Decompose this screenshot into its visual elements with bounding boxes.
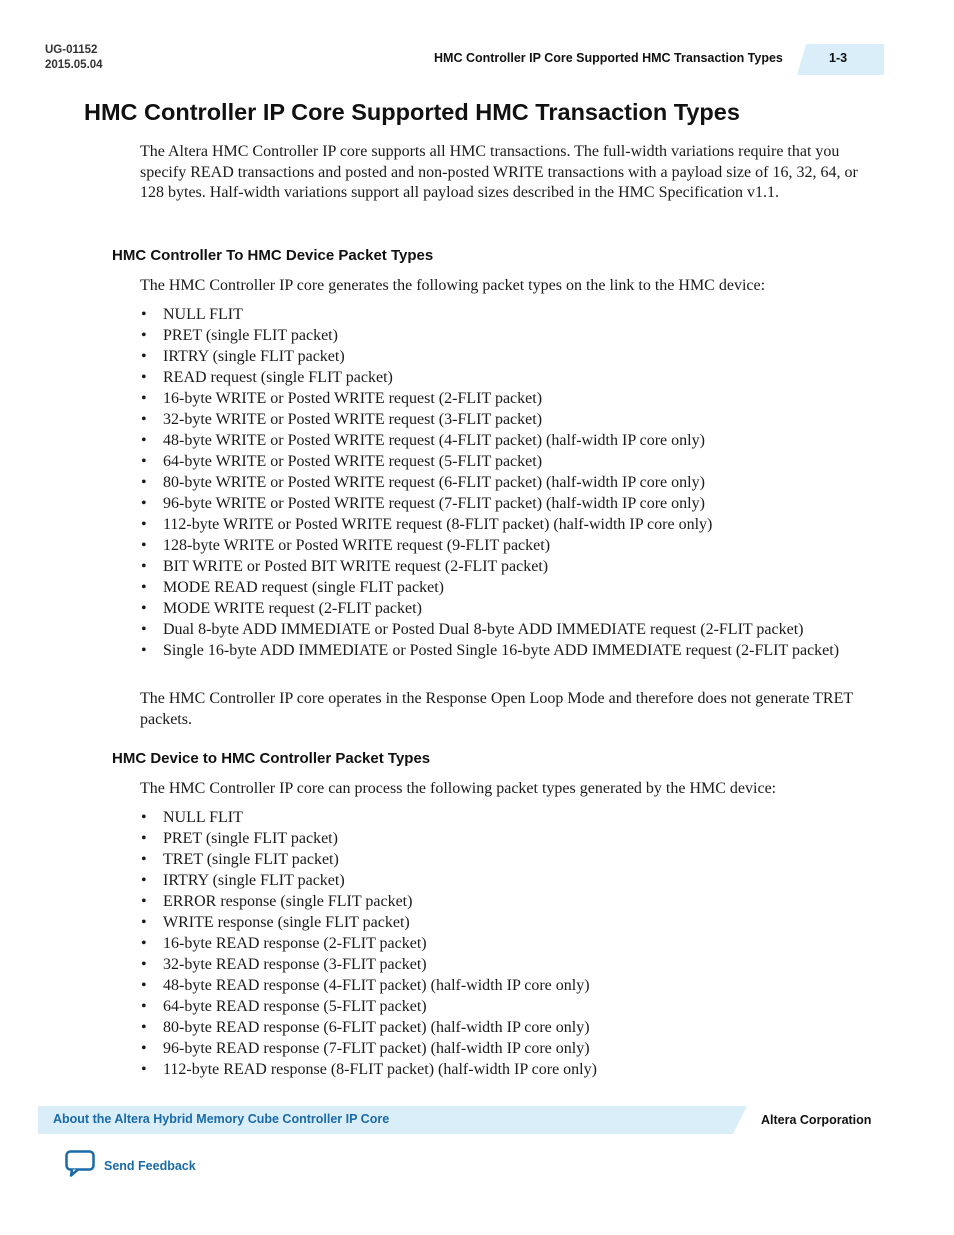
list-item: • 64-byte READ response (5-FLIT packet): [140, 997, 870, 1017]
doc-id-block: [45, 43, 103, 73]
list-item: • Single 16-byte ADD IMMEDIATE or Posted Single 16-byte ADD IMMEDIATE request (2-FLIT packet): [140, 641, 870, 661]
list-item: • 32-byte WRITE or Posted WRITE request (3-FLIT packet): [140, 410, 870, 430]
list-item: • MODE WRITE request (2-FLIT packet): [140, 599, 870, 619]
list-item: • 112-byte WRITE or Posted WRITE request (8-FLIT packet) (half-width IP core only): [140, 515, 870, 535]
subheading-to-device: HMC Controller To HMC Device Packet Types: [112, 247, 434, 264]
list-item: • 16-byte READ response (2-FLIT packet): [140, 934, 870, 954]
page-number: 1-3: [829, 51, 848, 65]
list-item: • 80-byte WRITE or Posted WRITE request (6-FLIT packet) (half-width IP core only): [140, 473, 870, 493]
speech-bubble-icon: [65, 1150, 95, 1182]
list-item: • BIT WRITE or Posted BIT WRITE request (2-FLIT packet): [140, 557, 870, 577]
list-item: • ERROR response (single FLIT packet): [140, 892, 870, 912]
list-item: • 64-byte WRITE or Posted WRITE request (5-FLIT packet): [140, 452, 870, 472]
list-item: • PRET (single FLIT packet): [140, 829, 870, 849]
send-feedback-label: Send Feedback: [104, 1159, 196, 1173]
doc-id: UG-01152: [45, 44, 98, 56]
list-item: • IRTRY (single FLIT packet): [140, 871, 870, 891]
list-item: • 128-byte WRITE or Posted WRITE request (9-FLIT packet): [140, 536, 870, 556]
list-item: • READ request (single FLIT packet): [140, 368, 870, 388]
to-controller-packet-list: [140, 808, 870, 1081]
list-item: • Dual 8-byte ADD IMMEDIATE or Posted Dual 8-byte ADD IMMEDIATE request (2-FLIT packet): [140, 620, 870, 640]
list-item: • NULL FLIT: [140, 305, 870, 325]
list-item: • 96-byte READ response (7-FLIT packet) (half-width IP core only): [140, 1039, 870, 1059]
send-feedback-button[interactable]: [65, 1150, 196, 1182]
section-title: HMC Controller IP Core Supported HMC Transaction Types: [84, 99, 740, 125]
list-item: • 16-byte WRITE or Posted WRITE request (2-FLIT packet): [140, 389, 870, 409]
to-controller-lead: The HMC Controller IP core can process the following packet types generated by the HMC device:: [140, 780, 777, 797]
list-item: • WRITE response (single FLIT packet): [140, 913, 870, 933]
list-item: • 80-byte READ response (6-FLIT packet) (half-width IP core only): [140, 1018, 870, 1038]
footer-doc-link[interactable]: About the Altera Hybrid Memory Cube Controller IP Core: [53, 1112, 390, 1126]
subheading-to-controller: HMC Device to HMC Controller Packet Types: [112, 750, 431, 767]
list-item: • IRTRY (single FLIT packet): [140, 347, 870, 367]
to-device-lead: The HMC Controller IP core generates the following packet types on the link to the HMC device:: [140, 277, 766, 294]
list-item: • MODE READ request (single FLIT packet): [140, 578, 870, 598]
list-item: • 48-byte READ response (4-FLIT packet) (half-width IP core only): [140, 976, 870, 996]
running-header-title: HMC Controller IP Core Supported HMC Transaction Types: [434, 51, 783, 65]
list-item: • 32-byte READ response (3-FLIT packet): [140, 955, 870, 975]
list-item: • 48-byte WRITE or Posted WRITE request (4-FLIT packet) (half-width IP core only): [140, 431, 870, 451]
to-device-packet-list: [140, 305, 870, 662]
to-device-note: The HMC Controller IP core operates in the Response Open Loop Mode and therefore does not generate TRET packets.: [140, 690, 853, 728]
footer-company: Altera Corporation: [761, 1113, 872, 1127]
list-item: • 112-byte READ response (8-FLIT packet) (half-width IP core only): [140, 1060, 870, 1080]
intro-paragraph: The Altera HMC Controller IP core supports all HMC transactions. The full-width variations require that you specify READ transactions and posted and non-posted WRITE transactions with a payload size of 16, 32, 64, or 128 bytes. Half-width variations support all payload sizes described in the HMC Specification v1.1.: [140, 143, 858, 202]
list-item: • 96-byte WRITE or Posted WRITE request (7-FLIT packet) (half-width IP core only): [140, 494, 870, 514]
list-item: • TRET (single FLIT packet): [140, 850, 870, 870]
list-item: • NULL FLIT: [140, 808, 870, 828]
list-item: • PRET (single FLIT packet): [140, 326, 870, 346]
doc-date: 2015.05.04: [45, 59, 103, 71]
